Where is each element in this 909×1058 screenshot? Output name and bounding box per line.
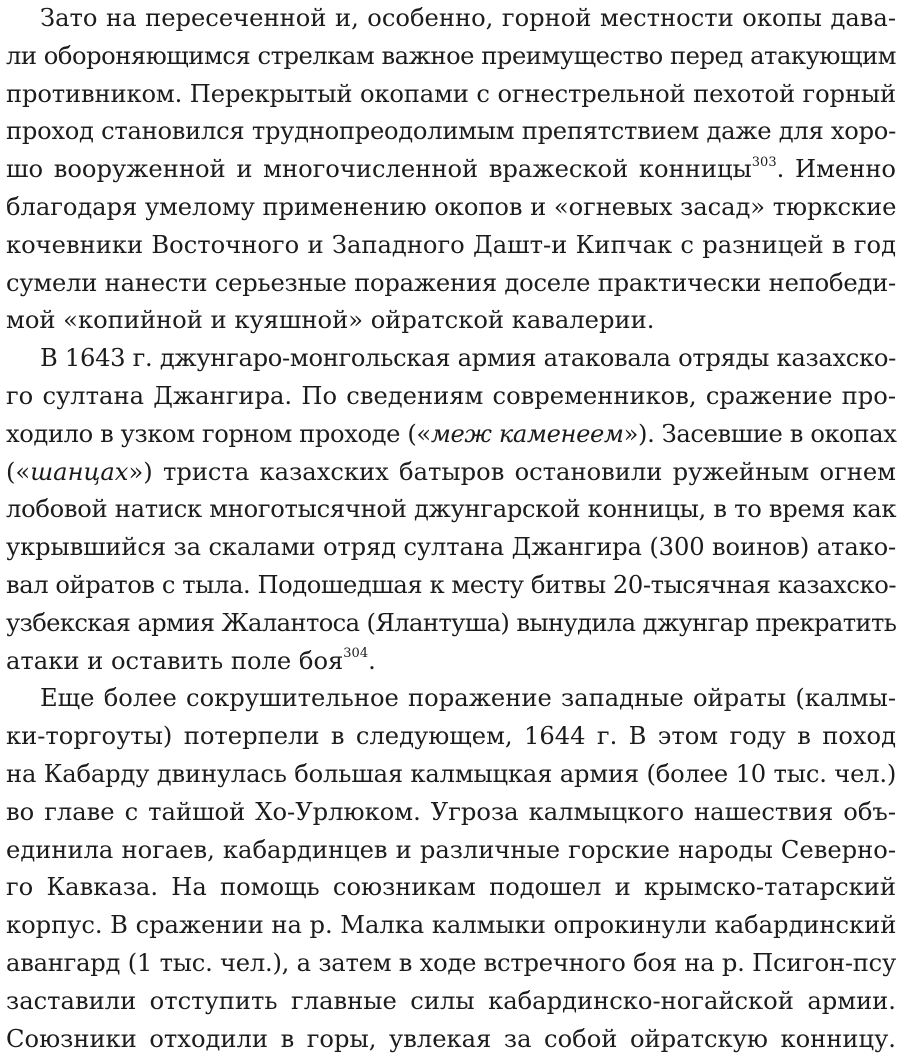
text-line: узбекская армия Жалантоса (Ялантуша) вынудила джунгар прекратить xyxy=(6,608,897,637)
text-line: ли обороняющимся стрелкам важное преимущество перед атакующим xyxy=(6,41,896,70)
text-line: го султана Джангира. По сведениям современников, сражение про- xyxy=(6,381,896,410)
text-line: авангард (1 тыс. чел.), а затем в ходе встречного боя на р. Псигон-псу xyxy=(6,948,896,977)
text-segment: шо вооруженной и многочисленной вражеской конницы xyxy=(6,155,752,184)
paragraph-3 xyxy=(6,680,896,1058)
text-segment: ») триста казахских батыров остановили ружейным огнем xyxy=(128,457,896,486)
text-line: ки-торгоуты) потерпели в следующем, 1644 г. В этом году в поход xyxy=(6,722,896,751)
document-page xyxy=(6,0,896,1058)
text-line: сумели нанести серьезные поражения доселе практически непобеди- xyxy=(6,268,896,297)
text-line xyxy=(6,643,896,681)
text-line: корпус. В сражении на р. Малка калмыки опрокинули кабардинский xyxy=(6,911,897,940)
text-line: Еще более сокрушительное поражение западные ойраты (калмы- xyxy=(40,684,896,713)
text-line: мой «копийной и куяшной» ойратской кавалерии. xyxy=(6,306,655,335)
text-line: заставили отступить главные силы кабардинско-ногайской армии. xyxy=(6,986,896,1015)
text-line xyxy=(6,454,896,492)
text-segment: (« xyxy=(6,457,31,486)
text-line: во главе с тайшой Хо-Урлюком. Угроза калмыцкого нашествия объ- xyxy=(6,797,896,826)
paragraph-2 xyxy=(6,340,896,680)
text-line: на Кабарду двинулась большая калмыцкая армия (более 10 тыс. чел.) xyxy=(6,759,897,788)
text-line: кочевники Восточного и Западного Дашт-и Кипчак с разницей в год xyxy=(6,230,896,259)
text-line: го Кавказа. На помощь союзникам подошел и крымско-татарский xyxy=(6,873,896,902)
text-line: укрывшийся за скалами отряд султана Джангира (300 воинов) атако- xyxy=(6,533,897,562)
text-segment: . xyxy=(368,646,376,675)
text-line: единила ногаев, кабардинцев и различные горские народы Северно- xyxy=(6,835,896,864)
paragraph-1 xyxy=(6,0,896,340)
footnote-ref-304[interactable]: 304 xyxy=(343,646,369,662)
footnote-ref-303[interactable]: 303 xyxy=(751,155,777,171)
text-line: проход становился труднопреодолимым препятствием даже для хоро- xyxy=(6,117,896,146)
text-segment: . Именно xyxy=(776,155,896,184)
text-line xyxy=(6,416,896,454)
text-line: лобовой натиск многотысячной джунгарской конницы, в то время как xyxy=(6,495,897,524)
text-line: вал ойратов с тыла. Подошедшая к месту битвы 20-тысячная казахско- xyxy=(6,570,897,599)
text-segment: атаки и оставить поле боя xyxy=(6,646,344,675)
text-line: Зато на пересеченной и, особенно, горной местности окопы дава- xyxy=(40,4,896,32)
text-line: В 1643 г. джунгаро-монгольская армия атаковала отряды казахско- xyxy=(40,344,896,373)
text-line xyxy=(6,151,896,189)
italic-quote: шанцах xyxy=(30,457,129,486)
text-line: Союзники отходили в горы, увлекая за собой ойратскую конницу. xyxy=(6,1024,896,1053)
text-segment: ходило в узком горном проходе (« xyxy=(6,419,431,448)
text-line: противником. Перекрытый окопами с огнестрельной пехотой горный xyxy=(6,79,896,108)
italic-quote: меж каменеем xyxy=(430,419,624,448)
text-segment: »). Засевшие в окопах xyxy=(623,419,897,448)
text-line: благодаря умелому применению окопов и «огневых засад» тюркские xyxy=(6,192,897,221)
